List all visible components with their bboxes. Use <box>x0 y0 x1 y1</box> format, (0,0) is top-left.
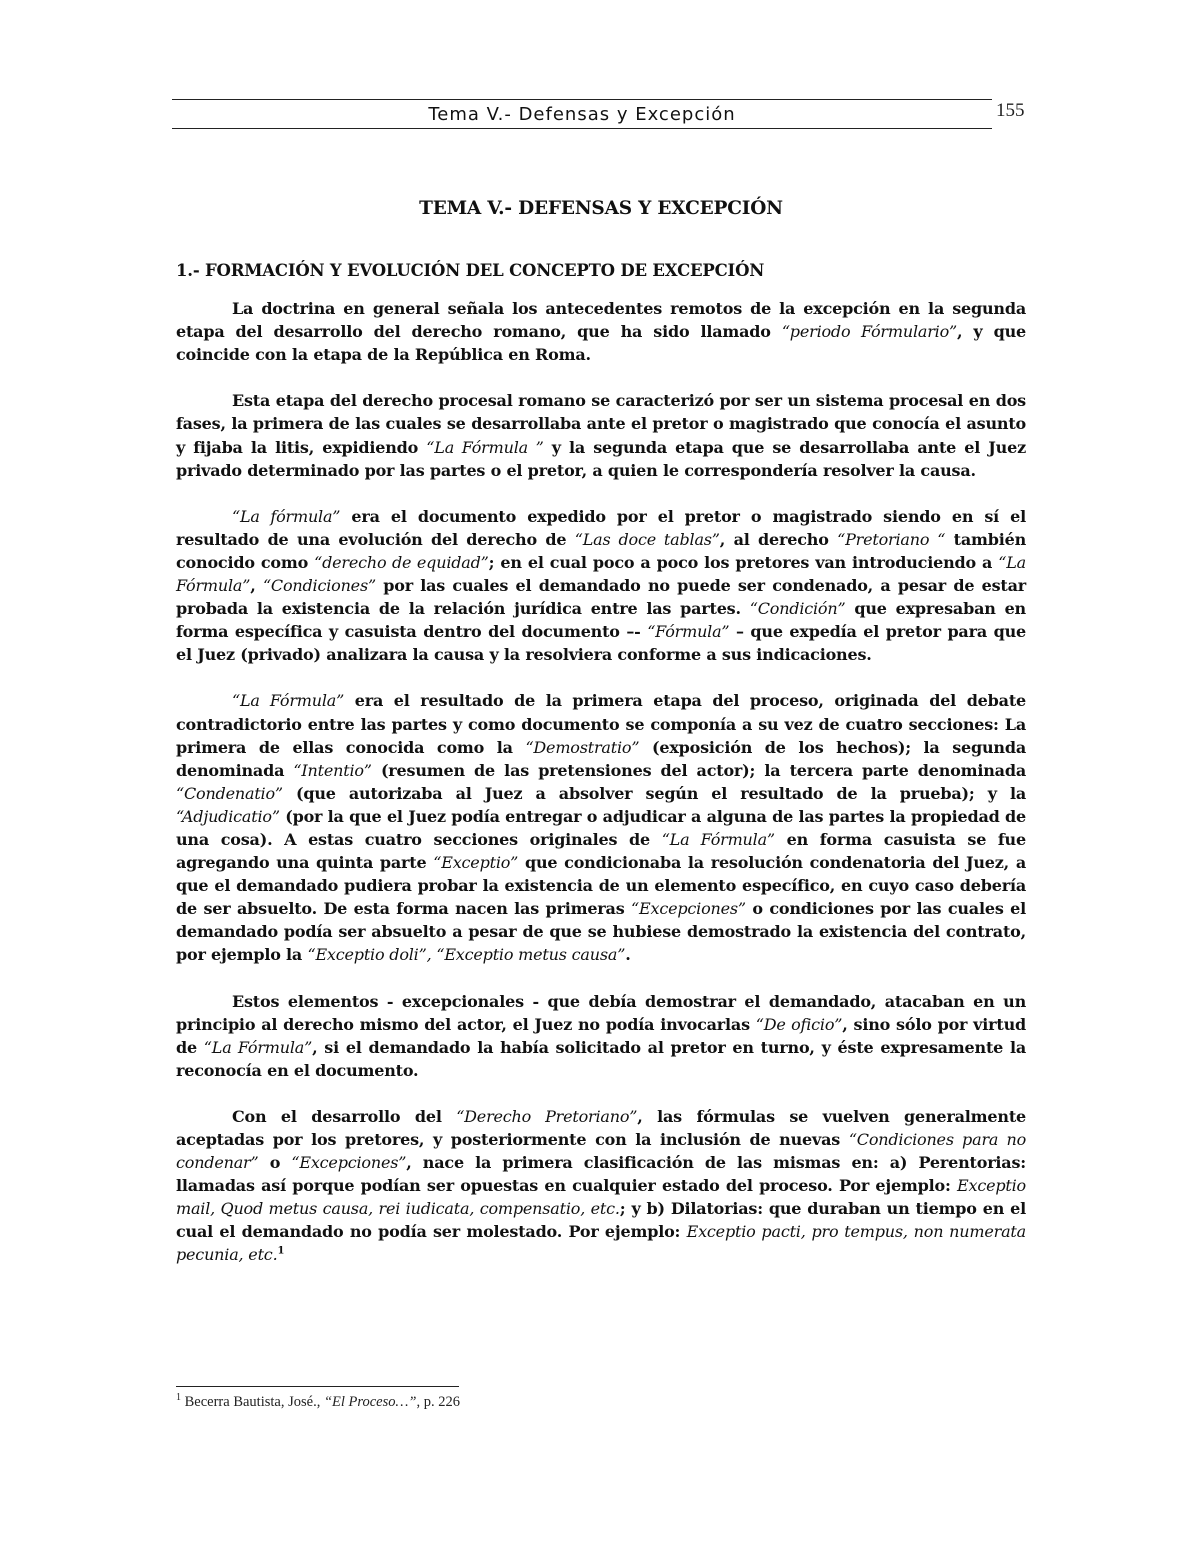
document-title: TEMA V.- DEFENSAS Y EXCEPCIÓN <box>419 198 783 219</box>
paragraph-2: Esta etapa del derecho procesal romano se caracterizó por ser un sistema procesal en dos fases, la primera de las cuales se desarrollaba ante el pretor o magistrado que conocía el asunto y fijaba la litis, expidiendo “La Fórmula ” y la segunda etapa que se desarrollaba ante el Juez privado determinado por las partes o el pretor, a quien le correspondería resolver la causa. <box>176 391 1026 480</box>
paragraph-1: La doctrina en general señala los antecedentes remotos de la excepción en la segunda etapa del desarrollo del derecho romano, que ha sido llamado “periodo Fórmulario”, y que coincide con la etapa de la República en Roma. <box>176 299 1026 365</box>
paragraph-6: Con el desarrollo del “Derecho Pretoriano”, las fórmulas se vuelven generalmente aceptadas por los pretores, y posteriormente con la inclusión de nuevas “Condiciones para no condenar” o “Excepciones”, nace la primera clasificación de las mismas en: a) Perentorias: llamadas así porque podían ser opuestas en cualquier estado del proceso. Por ejemplo: Exceptio mail, Quod metus causa, rei iudicata, compensatio, etc.; y b) Dilatorias: que duraban un tiempo en el cual el demandado no podía ser molestado. Por ejemplo: Exceptio pacti, pro tempus, non numerata pecunia, etc.$^1$ <box>176 1106 1027 1265</box>
paragraph-5: Estos elementos - excepcionales - que debía demostrar el demandado, atacaban en un principio al derecho mismo del actor, el Juez no podía invocarlas “De oficio”, sino sólo por virtud de “La Fórmula”, si el demandado la había solicitado al pretor en turno, y éste expresamente la reconocía en el documento. <box>176 991 1026 1080</box>
paragraph-3: “La fórmula” era el documento expedido por el pretor o magistrado siendo en sí el resultado de una evolución del derecho de “Las doce tablas”, al derecho “Pretoriano “ también conocido como “derecho de equidad”; en el cual poco a poco los pretores van introduciendo a “La Fórmula”, “Condiciones” por las cuales el demandado no puede ser condenado, a pesar de estar probada la existencia de la relación jurídica entre las partes. “Condición” que expresaban en forma específica y casuista dentro del documento –- “Fórmula” – que expedía el pretor para que el Juez (privado) analizara la causa y la resolviera conforme a sus indicaciones. <box>176 506 1027 665</box>
footnote-separator <box>176 1386 459 1387</box>
document-body <box>176 196 1026 1290</box>
header-rule-top <box>172 99 992 100</box>
footnote: $^1$ Becerra Bautista, José., “El Proceso…”, p. 226 <box>176 1392 460 1410</box>
footnote-number: 1 <box>176 1392 181 1404</box>
section-heading: 1.- FORMACIÓN Y EVOLUCIÓN DEL CONCEPTO DE EXCEPCIÓN <box>176 261 765 280</box>
running-header-title: Tema V.- Defensas y Excepción <box>428 104 736 125</box>
page-number: 155 <box>996 100 1025 121</box>
header-rule-bottom <box>172 128 992 129</box>
paragraph-4: “La Fórmula” era el resultado de la primera etapa del proceso, originada del debate contradictorio entre las partes y como documento se componía a su vez de cuatro secciones: La primera de ellas conocida como la “Demostratio” (exposición de los hechos); la segunda denominada “Intentio” (resumen de las pretensiones del actor); la tercera parte denominada “Condenatio” (que autorizaba al Juez a absolver según el resultado de la prueba); y la “Adjudicatio” (por la que el Juez podía entregar o adjudicar a alguna de las partes la propiedad de una cosa). A estas cuatro secciones originales de “La Fórmula” en forma casuista se fue agregando una quinta parte “Exceptio” que condicionaba la resolución condenatoria del Juez, a que el demandado pudiera probar la existencia de un elemento específico, en cuyo caso debería de ser absuelto. De esta forma nacen las primeras “Excepciones” o condiciones por las cuales el demandado podía ser absuelto a pesar de que se hubiese demostrado la existencia del contrato, por ejemplo la “Exceptio doli”, “Exceptio metus causa”. <box>176 691 1027 965</box>
footnote-reference: 1 <box>277 1246 285 1258</box>
